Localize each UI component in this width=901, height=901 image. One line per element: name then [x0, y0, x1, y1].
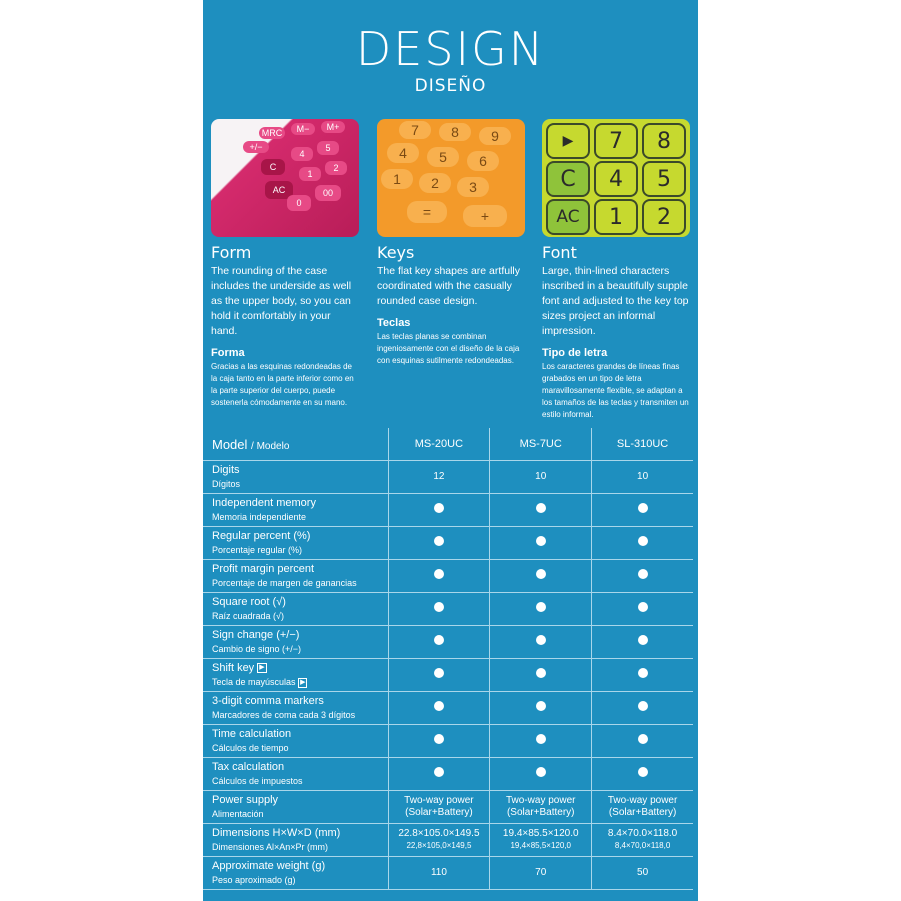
row-value	[490, 626, 592, 659]
model-label-es: / Modelo	[251, 440, 290, 452]
lime-key: AC	[546, 199, 590, 235]
row-value	[592, 626, 693, 659]
row-label-en: Shift key ▶	[212, 662, 265, 674]
row-value	[490, 659, 592, 692]
orange-key: 4	[387, 143, 419, 163]
feature-dot-icon	[434, 536, 444, 546]
row-value	[592, 758, 693, 791]
feature-title: Form	[211, 243, 252, 262]
row-value	[592, 725, 693, 758]
row-value	[388, 626, 490, 659]
feature-title: Font	[542, 243, 577, 262]
feature-dot-icon	[434, 701, 444, 711]
table-row	[203, 725, 693, 758]
row-label	[203, 560, 388, 593]
row-label	[203, 725, 388, 758]
row-label-en: Power supply	[212, 794, 279, 806]
table-row	[203, 857, 693, 890]
row-value	[388, 494, 490, 527]
row-value	[388, 857, 490, 890]
value-text: 10	[535, 471, 547, 482]
pink-key: 00	[315, 185, 341, 201]
feature-dot-icon	[536, 635, 546, 645]
table-header-row	[203, 428, 693, 461]
row-label	[203, 758, 388, 791]
row-value	[592, 659, 693, 692]
row-label-es: Tecla de mayúsculas ▶	[212, 677, 306, 687]
row-label-es: Cálculos de impuestos	[212, 776, 303, 786]
value-text: 10	[637, 471, 649, 482]
orange-key: 8	[439, 123, 471, 141]
row-value	[592, 791, 693, 824]
feature-dot-icon	[638, 602, 648, 612]
lime-key: 5	[642, 161, 686, 197]
feature-dot-icon	[638, 536, 648, 546]
row-label-es: Alimentación	[212, 809, 264, 819]
value-text: 70	[535, 867, 547, 878]
model-column: MS-7UC	[490, 428, 592, 461]
feature-title-es: Tipo de letra	[542, 347, 608, 359]
feature-dot-icon	[536, 668, 546, 678]
row-value	[592, 824, 693, 857]
feature-dot-icon	[536, 767, 546, 777]
feature-title: Keys	[377, 243, 415, 262]
feature-dot-icon	[434, 503, 444, 513]
row-value	[592, 692, 693, 725]
row-label-en: Dimensions H×W×D (mm)	[212, 827, 341, 839]
feature-description-es: Los caracteres grandes de líneas finas grabados en un tipo de letra maravillosamente flexible, se adaptan a los tamaños de las teclas y transmiten un estilo informal.	[542, 362, 689, 419]
feature-form	[211, 119, 359, 409]
feature-description-es: Las teclas planas se combinan ingeniosamente con el diseño de la caja con esquinas sutilmente redondeadas.	[377, 332, 520, 365]
row-value	[388, 659, 490, 692]
lime-key: 8	[642, 123, 686, 159]
table-row	[203, 791, 693, 824]
row-label-en: 3-digit comma markers	[212, 695, 324, 707]
lime-key: C	[546, 161, 590, 197]
pink-key: M+	[321, 121, 345, 133]
row-value	[490, 461, 592, 494]
value-text: 22.8×105.0×149.5	[398, 828, 480, 839]
row-value	[388, 824, 490, 857]
value-text: 50	[637, 867, 649, 878]
row-value	[592, 494, 693, 527]
feature-description: Large, thin-lined characters inscribed in a beautifully supple font and adjusted to the key top sizes project an informal impression.	[542, 265, 689, 337]
shift-icon: ▶	[300, 678, 306, 686]
row-label-en: Independent memory	[212, 497, 316, 509]
pink-key: 0	[287, 195, 311, 211]
table-row	[203, 560, 693, 593]
row-label-en: Square root (√)	[212, 596, 286, 608]
lime-key: 4	[594, 161, 638, 197]
orange-key: =	[407, 201, 447, 223]
feature-dot-icon	[434, 569, 444, 579]
pink-calculator-image	[211, 119, 359, 237]
row-value	[592, 857, 693, 890]
feature-dot-icon	[638, 569, 648, 579]
model-header	[203, 428, 388, 461]
feature-dot-icon	[434, 668, 444, 678]
orange-key: 2	[419, 173, 451, 193]
row-value	[388, 593, 490, 626]
spec-table	[203, 428, 693, 890]
pink-key: AC	[265, 181, 293, 199]
table-row	[203, 626, 693, 659]
feature-dot-icon	[434, 602, 444, 612]
row-value	[388, 791, 490, 824]
value-text: Two-way power (Solar+Battery)	[607, 795, 678, 818]
lime-key: 2	[642, 199, 686, 235]
row-label-es: Marcadores de coma cada 3 dígitos	[212, 710, 356, 720]
row-label	[203, 659, 388, 692]
value-text: Two-way power (Solar+Battery)	[404, 795, 474, 818]
row-value	[388, 758, 490, 791]
row-value	[592, 593, 693, 626]
pink-key: MRC	[259, 127, 285, 139]
design-panel	[203, 0, 698, 901]
row-value	[490, 527, 592, 560]
row-label	[203, 626, 388, 659]
row-value	[388, 461, 490, 494]
model-column: MS-20UC	[388, 428, 490, 461]
feature-dot-icon	[434, 635, 444, 645]
feature-description: The flat key shapes are artfully coordinated with the casually rounded case design.	[377, 265, 520, 307]
value-text-es: 19,4×85,5×120,0	[510, 841, 571, 850]
value-text: 8.4×70.0×118.0	[607, 828, 678, 839]
pink-key: 4	[291, 147, 313, 161]
row-label	[203, 527, 388, 560]
table-row	[203, 692, 693, 725]
row-value	[490, 593, 592, 626]
feature-dot-icon	[638, 767, 648, 777]
row-value	[490, 824, 592, 857]
orange-calculator-image	[377, 119, 525, 237]
value-text-es: 8,4×70,0×118,0	[614, 841, 671, 850]
lime-calculator-image	[542, 119, 690, 237]
feature-keys	[377, 119, 525, 367]
row-label-es: Dimensiones Al×An×Pr (mm)	[212, 842, 329, 852]
value-text: 110	[430, 867, 447, 878]
row-label	[203, 593, 388, 626]
pink-key: +/−	[243, 141, 269, 153]
row-label-es: Dígitos	[212, 479, 241, 489]
row-value	[490, 725, 592, 758]
row-label-es: Porcentaje de margen de ganancias	[212, 578, 357, 588]
feature-dot-icon	[434, 734, 444, 744]
feature-dot-icon	[638, 503, 648, 513]
pink-key: 1	[299, 167, 321, 181]
orange-key: 3	[457, 177, 489, 197]
feature-dot-icon	[638, 701, 648, 711]
value-text: Two-way power (Solar+Battery)	[506, 795, 576, 818]
lime-key: 7	[594, 123, 638, 159]
row-value	[490, 791, 592, 824]
feature-dot-icon	[536, 536, 546, 546]
row-label	[203, 692, 388, 725]
row-value	[388, 725, 490, 758]
row-value	[592, 560, 693, 593]
pink-key: C	[261, 159, 285, 175]
orange-key: 1	[381, 169, 413, 189]
row-label-es: Porcentaje regular (%)	[212, 545, 303, 555]
row-value	[388, 692, 490, 725]
model-column: SL-310UC	[592, 428, 693, 461]
row-label	[203, 494, 388, 527]
feature-description-es: Gracias a las esquinas redondeadas de la caja tanto en la parte inferior como en la parte superior del cuerpo, puede sostenerla cómodamente en su mano.	[211, 362, 354, 407]
row-label	[203, 857, 388, 890]
row-label-es: Cálculos de tiempo	[212, 743, 289, 753]
row-value	[490, 692, 592, 725]
feature-dot-icon	[638, 668, 648, 678]
feature-font	[542, 119, 690, 421]
feature-dot-icon	[434, 767, 444, 777]
model-label: Model	[212, 436, 248, 452]
orange-key: 9	[479, 127, 511, 145]
feature-dot-icon	[638, 734, 648, 744]
table-row	[203, 824, 693, 857]
feature-title-es: Forma	[211, 347, 245, 359]
value-text: 19.4×85.5×120.0	[502, 828, 579, 839]
orange-key: 5	[427, 147, 459, 167]
row-label-es: Memoria independiente	[212, 512, 307, 522]
row-label-en: Time calculation	[212, 728, 292, 740]
row-label	[203, 791, 388, 824]
table-row	[203, 659, 693, 692]
row-label-en: Tax calculation	[212, 761, 285, 773]
table-row	[203, 758, 693, 791]
shift-icon: ▶	[259, 664, 265, 672]
feature-dot-icon	[536, 503, 546, 513]
row-value	[490, 494, 592, 527]
row-value	[490, 758, 592, 791]
row-value	[592, 461, 693, 494]
row-label-en: Digits	[212, 464, 240, 476]
orange-key: 7	[399, 121, 431, 139]
row-label-en: Sign change (+/−)	[212, 629, 300, 641]
feature-dot-icon	[536, 602, 546, 612]
row-value	[490, 857, 592, 890]
pink-key: 2	[325, 161, 347, 175]
feature-dot-icon	[638, 635, 648, 645]
row-label-en: Profit margin percent	[212, 563, 315, 575]
pink-key: 5	[317, 141, 339, 155]
feature-dot-icon	[536, 734, 546, 744]
row-label-es: Peso aproximado (g)	[212, 875, 296, 885]
feature-description: The rounding of the case includes the underside as well as the upper body, so you can hold it comfortably in your hand.	[211, 265, 352, 337]
page-title: DESIGN	[355, 22, 546, 76]
row-label-en: Regular percent (%)	[212, 530, 311, 542]
row-value	[388, 527, 490, 560]
row-value	[490, 560, 592, 593]
row-label-es: Cambio de signo (+/−)	[212, 644, 302, 654]
orange-key: +	[463, 205, 507, 227]
feature-dot-icon	[536, 569, 546, 579]
row-value	[592, 527, 693, 560]
row-label-en: Approximate weight (g)	[212, 860, 326, 872]
lime-key: 1	[594, 199, 638, 235]
lime-key: ▶	[546, 123, 590, 159]
feature-dot-icon	[536, 701, 546, 711]
feature-title-es: Teclas	[377, 317, 411, 329]
row-value	[388, 560, 490, 593]
table-row	[203, 494, 693, 527]
row-label	[203, 824, 388, 857]
value-text: 12	[433, 471, 445, 482]
table-row	[203, 527, 693, 560]
value-text-es: 22,8×105,0×149,5	[406, 841, 472, 850]
pink-key: M−	[291, 123, 315, 135]
orange-key: 6	[467, 151, 499, 171]
row-label	[203, 461, 388, 494]
table-row	[203, 461, 693, 494]
row-label-es: Raíz cuadrada (√)	[212, 611, 284, 621]
table-row	[203, 593, 693, 626]
page-subtitle: DISEÑO	[414, 76, 487, 96]
